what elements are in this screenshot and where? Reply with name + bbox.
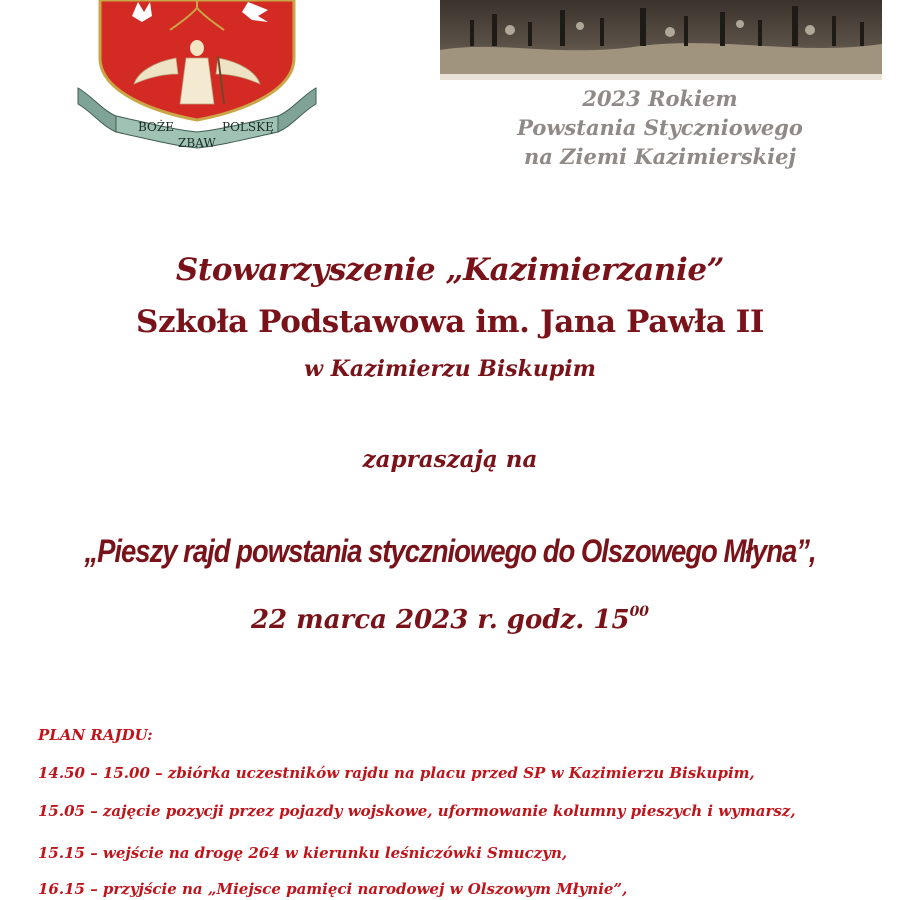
organizer-association: Stowarzyszenie „Kazimierzanie”: [175, 252, 725, 288]
invitation-text: zapraszają na: [362, 446, 538, 473]
motto-center: ZBAW: [178, 136, 216, 150]
plan-item: 16.15 – przyjście na „Miejsce pamięci narodowej w Olszowym Młynie”,: [38, 880, 628, 898]
event-date: [0, 604, 900, 635]
event-title: „Pieszy rajd powstania styczniowego do Olszowego Młyna”,: [84, 533, 816, 569]
motto-left: BOŻE: [138, 120, 174, 134]
event-time-minutes: 00: [629, 604, 650, 620]
plan-item: 14.50 – 15.00 – zbiórka uczestników rajdu na placu przed SP w Kazimierzu Biskupim,: [38, 764, 755, 782]
organizer-location: w Kazimierzu Biskupim: [304, 356, 596, 382]
anniversary-line-3: na Ziemi Kazimierskiej: [523, 144, 797, 169]
event-date-text: 22 marca 2023 r. godz. 15: [250, 605, 630, 635]
organizer-school: Szkoła Podstawowa im. Jana Pawła II: [136, 304, 764, 340]
anniversary-caption: [470, 84, 850, 171]
anniversary-line-1: 2023 Rokiem: [582, 86, 738, 111]
anniversary-line-2: Powstania Styczniowego: [517, 115, 803, 140]
plan-item: 15.15 – wejście na drogę 264 w kierunku leśniczówki Smuczyn,: [38, 844, 568, 862]
coat-of-arms-logo: [72, 0, 322, 160]
plan-item: 15.05 – zajęcie pozycji przez pojazdy wojskowe, uformowanie kolumny pieszych i wymarsz,: [38, 802, 796, 820]
plan-heading: PLAN RAJDU:: [38, 726, 153, 744]
motto-right: POLSKĘ: [222, 120, 274, 134]
battle-painting-image: [440, 0, 882, 80]
